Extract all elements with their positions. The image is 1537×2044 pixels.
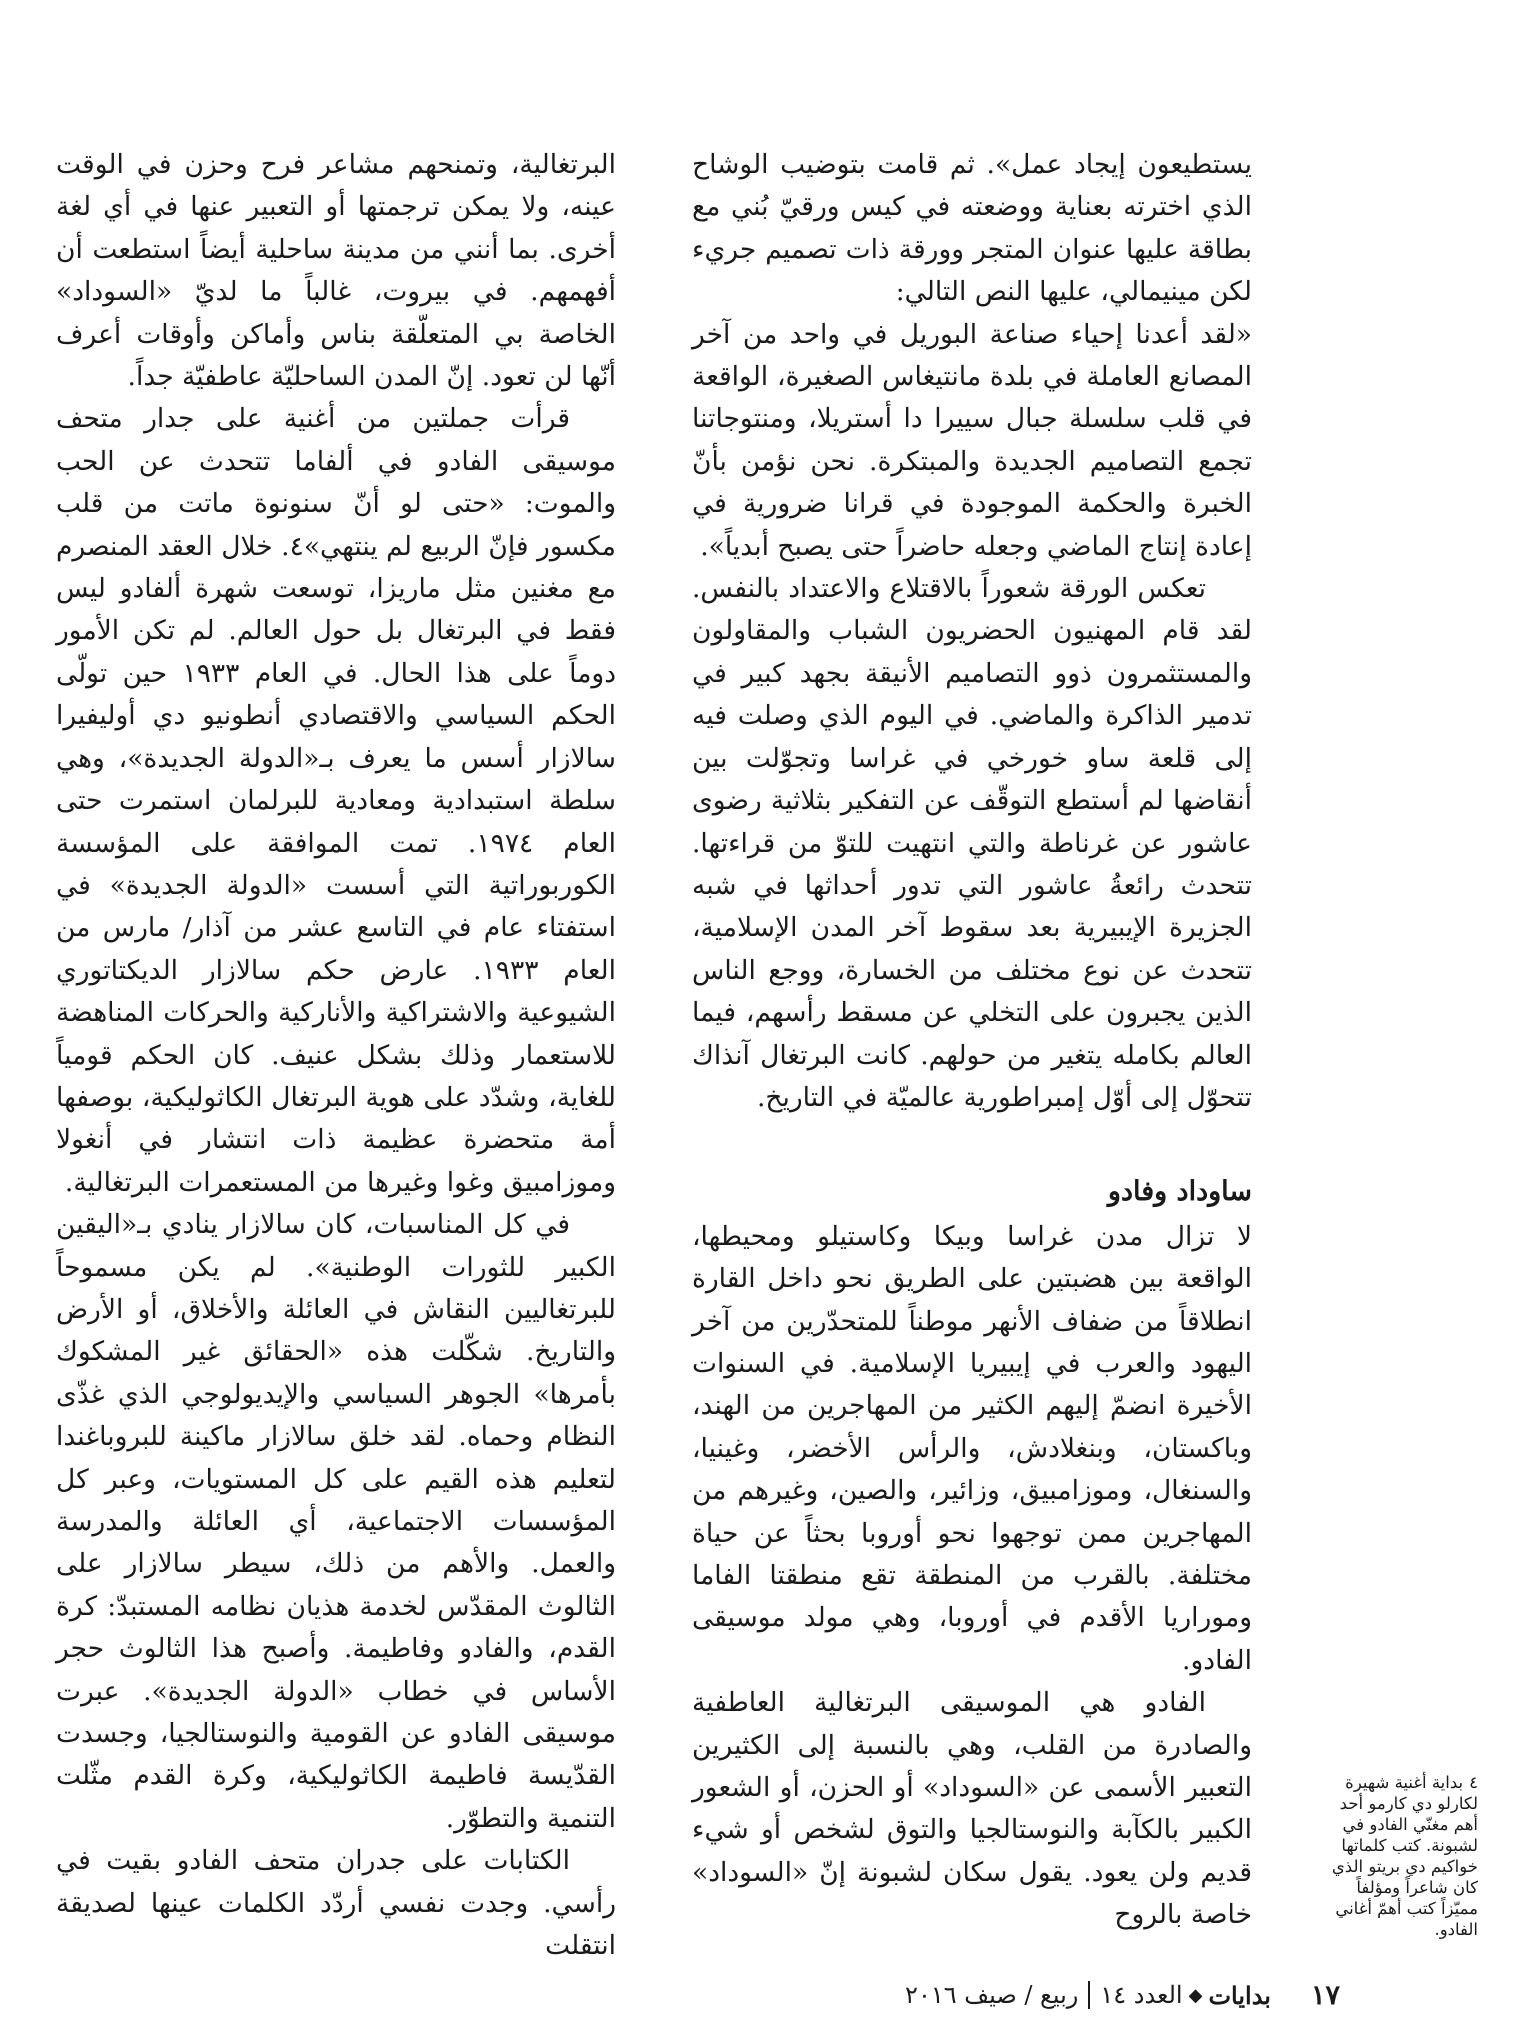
separator-bar: [1088, 1981, 1090, 2009]
paragraph: تعكس الورقة شعوراً بالاقتلاع والاعتداد بالنفس. لقد قام المهنيون الحضريون الشباب والمقاولون والمستثمرون ذوو التصاميم الأنيقة بجهد كبير في تدمير الذاكرة والماضي. في اليوم الذي وصلت فيه إلى قلعة ساو خورخي في غراسا وتجوّلت بين أنقاضها لم أستطع التوقّف عن التفكير بثلاثية رضوى عاشور عن غرناطة والتي انتهيت للتوّ من قراءتها. تتحدث رائعةُ عاشور التي تدور أحداثها في شبه الجزيرة الإيبيرية بعد سقوط آخر المدن الإسلامية، تتحدث عن نوع مختلف من الخسارة، ووجع الناس الذين يجبرون على التخلي عن مسقط رأسهم، فيما العالم بكامله يتغير من حولهم. كانت البرتغال آنذاك تتحوّل إلى أوّل إمبراطورية عالميّة في التاريخ.: [692, 573, 1252, 1113]
paragraph: الفادو هي الموسيقى البرتغالية العاطفية والصادرة من القلب، وهي بالنسبة إلى الكثيرين التعبير الأسمى عن «السوداد» أو الحزن، أو الشعور الكبير بالكآبة والنوستالجيا والتوق لشخص أو شيء قديم ولن يعود. يقول سكان لشبونة إنّ «السوداد» خاصة بالروح: [692, 1687, 1252, 1931]
paragraph: قرأت جملتين من أغنية على جدار متحف موسيقى الفادو في ألفاما تتحدث عن الحب والموت: «حتى لو أنّ سنونوة ماتت من قلب مكسور فإنّ الربيع لم ينتهي»٤. خلال العقد المنصرم مع مغنين مثل ماريزا، توسعت شهرة ألفادو ليس فقط في البرتغال بل حول العالم. لم تكن الأمور دوماً على هذا الحال. في العام ١٩٣٣ حين تولّى الحكم السياسي والاقتصادي أنطونيو دي أوليفيرا سالازار أسس ما يعرف بـ«الدولة الجديدة»، وهي سلطة استبدادية ومعادية للبرلمان استمرت حتى العام ١٩٧٤. تمت الموافقة على المؤسسة الكوربوراتية التي أسست «الدولة الجديدة» في استفتاء عام في التاسع عشر من آذار/ مارس من العام ١٩٣٣. عارض حكم سالازار الديكتاتوري الشيوعية والاشتراكية والأناركية والحركات المناهضة للاستعمار وذلك بشكل عنيف. كان الحكم قومياً للغاية، وشدّد على هوية البرتغال الكاثوليكية، بوصفها أمة متحضرة عظيمة ذات انتشار في أنغولا وموزامبيق وغوا وغيرها من المستعمرات البرتغالية.: [56, 403, 616, 1198]
page-footer: [200, 1975, 1340, 2015]
footnote-number: ٤: [1469, 1773, 1478, 1792]
issue-season: ربيع / صيف ٢٠١٦: [905, 1981, 1079, 2009]
page-number: ١٧: [1310, 1979, 1340, 2011]
journal-name: بدايات: [1208, 1980, 1271, 2010]
text-column-right: [692, 144, 1252, 1931]
section-heading: ساوداد وفادو: [1107, 1176, 1252, 1208]
footnote: [1328, 1772, 1478, 1942]
issue-number: العدد ١٤: [1100, 1981, 1183, 2009]
diamond-icon: ◆: [1188, 1984, 1203, 2006]
paragraph: البرتغالية، وتمنحهم مشاعر فرح وحزن في الوقت عينه، ولا يمكن ترجمتها أو التعبير عنها في أي لغة أخرى. بما أنني من مدينة ساحلية أيضاً استطعت أن أفهمهم. في بيروت، غالباً ما لديّ «السوداد» الخاصة بي المتعلّقة بناس وأماكن وأوقات أعرف أنّها لن تعود. إنّ المدن الساحليّة عاطفيّة جداً.: [56, 149, 616, 393]
paragraph: يستطيعون إيجاد عمل». ثم قامت بتوضيب الوشاح الذي اخترته بعناية ووضعته في كيس ورقيّ بُني مع بطاقة عليها عنوان المتجر وورقة ذات تصميم جريء لكن مينيمالي، عليها النص التالي:: [692, 149, 1252, 308]
paragraph: الكتابات على جدران متحف الفادو بقيت في رأسي. وجدت نفسي أردّد الكلمات عينها لصديقة انتقلت: [56, 1845, 616, 1962]
text-column-left: [56, 144, 616, 1962]
footnote-text: بداية أغنية شهيرة لكارلو دي كارمو أحد أهم مغنّي الفادو في لشبونة. كتب كلماتها خواكيم دي بريتو الذي كان شاعراً ومؤلفاً مميّزاً كتب أهمّ أغاني الفادو.: [1331, 1773, 1478, 1939]
paragraph: في كل المناسبات، كان سالازار ينادي بـ«اليقين الكبير للثورات الوطنية». لم يكن مسموحاً للبرتغاليين النقاش في العائلة والأخلاق، أو الأرض والتاريخ. شكّلت هذه «الحقائق غير المشكوك بأمرها» الجوهر السياسي والإيديولوجي الذي غذّى النظام وحماه. لقد خلق سالازار ماكينة للبروباغندا لتعليم هذه القيم على كل المستويات، وعبر كل المؤسسات الاجتماعية، أي العائلة والمدرسة والعمل. والأهم من ذلك، سيطر سالازار على الثالوث المقدّس لخدمة هذيان نظامه المستبدّ: كرة القدم، والفادو وفاطيمة. وأصبح هذا الثالوث حجر الأساس في خطاب «الدولة الجديدة». عبرت موسيقى الفادو عن القومية والنوستالجيا، وجسدت القدّيسة فاطيمة الكاثوليكية، وكرة القدم مثّلت التنمية والتطوّر.: [56, 1209, 616, 1834]
paragraph: «لقد أعدنا إحياء صناعة البوريل في واحد من آخر المصانع العاملة في بلدة مانتيغاس الصغيرة، الواقعة في قلب سلسلة جبال سييرا دا أستريلا، ومنتوجاتنا تجمع التصاميم الجديدة والمبتكرة. نحن نؤمن بأنّ الخبرة والحكمة الموجودة في قرانا ضرورية في إعادة إنتاج الماضي وجعله حاضراً حتى يصبح أبدياً».: [692, 318, 1252, 562]
paragraph: لا تزال مدن غراسا وبيكا وكاستيلو ومحيطها، الواقعة بين هضبتين على الطريق نحو داخل القارة انطلاقاً من ضفاف الأنهر موطناً للمتحدّرين من آخر اليهود والعرب في إيبيريا الإسلامية. في السنوات الأخيرة انضمّ إليهم الكثير من المهاجرين من الهند، وباكستان، وبنغلادش، والرأس الأخضر، وغينيا، والسنغال، وموزامبيق، وزائير، والصين، وغيرهم من المهاجرين ممن توجهوا نحو أوروبا بحثاً عن حياة مختلفة. بالقرب من المنطقة تقع منطقتا الفاما وموراريا الأقدم في أوروبا، وهي مولد موسيقى الفادو.: [692, 1220, 1252, 1676]
